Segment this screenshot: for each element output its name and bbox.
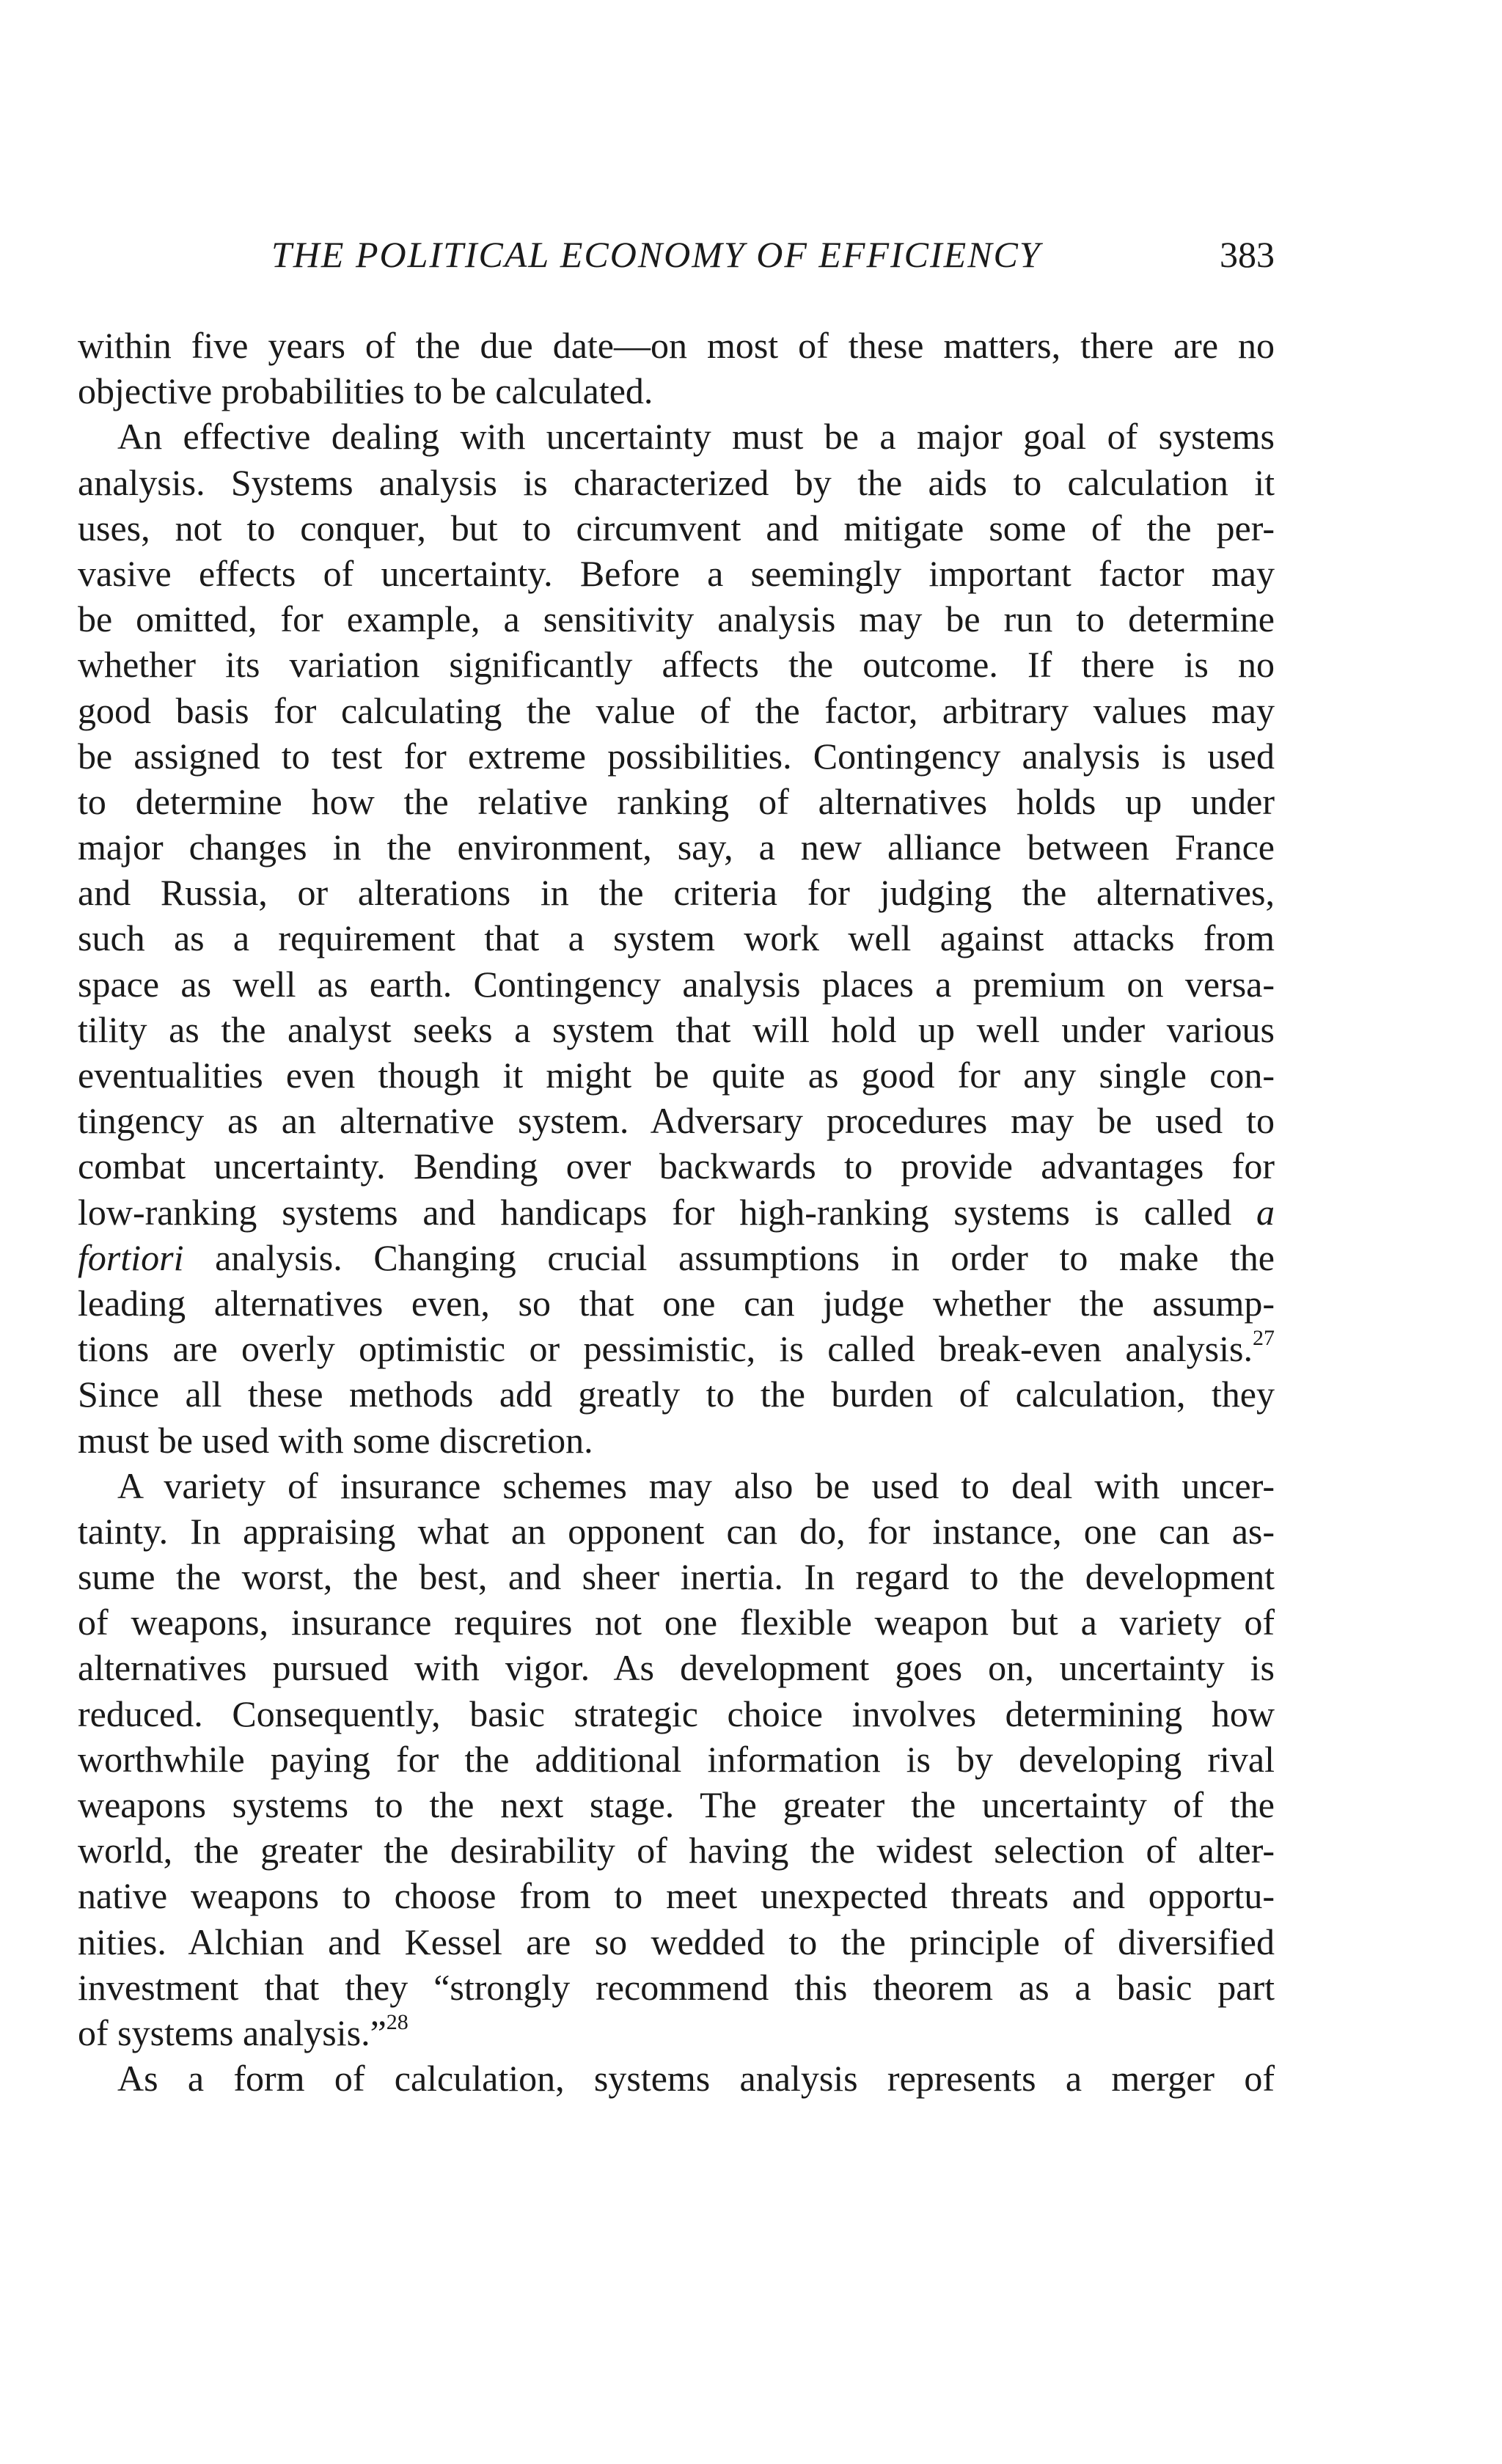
text-line — [78, 2010, 1275, 2056]
text-line-content: of weapons, insurance requires not one flexible weapon but a variety of — [78, 1602, 1275, 1643]
text-line-content: eventualities even though it might be quite as good for any single con- — [78, 1055, 1275, 1096]
running-head — [78, 233, 1275, 285]
text-line-content: must be used with some discretion. — [78, 1419, 593, 1461]
footnote-ref-27: 27 — [1253, 1326, 1275, 1351]
text-line — [78, 915, 1275, 961]
text-line — [78, 505, 1275, 551]
text-line-content: tingency as an alternative system. Adversary procedures may be used to — [78, 1100, 1275, 1142]
text-line-content: be omitted, for example, a sensitivity analysis may be run to determine — [78, 598, 1275, 640]
text-line — [78, 1052, 1275, 1098]
text-line — [78, 1463, 1275, 1508]
text-line-content: low-ranking systems and handicaps for high-ranking systems is called — [78, 1191, 1232, 1233]
text-line — [78, 779, 1275, 824]
text-line-content: space as well as earth. Contingency analysis places a premium on versa- — [78, 963, 1275, 1005]
text-line-content: reduced. Consequently, basic strategic choice involves determining how — [78, 1693, 1275, 1734]
text-line — [78, 1189, 1275, 1235]
text-line-content: Since all these methods add greatly to the burden of calculation, they — [78, 1374, 1275, 1415]
text-line-content: native weapons to choose from to meet unexpected threats and opportu- — [78, 1875, 1275, 1917]
text-line — [78, 368, 1275, 414]
text-line — [78, 642, 1275, 687]
footnote-ref-28: 28 — [386, 2010, 409, 2035]
text-line — [78, 733, 1275, 779]
text-line-content: An effective dealing with uncertainty must be a major goal of systems — [117, 416, 1275, 458]
text-line-content: of systems analysis.” — [78, 2012, 387, 2053]
text-line — [78, 1965, 1275, 2010]
text-line-content: within five years of the due date—on most of these matters, there are no — [78, 325, 1275, 366]
text-line-content: combat uncertainty. Bending over backwards to provide advantages for — [78, 1145, 1275, 1187]
text-line — [78, 1737, 1275, 1782]
text-line-content: worthwhile paying for the additional information is by developing rival — [78, 1738, 1275, 1780]
text-line-content: objective probabilities to be calculated. — [78, 370, 653, 412]
text-line — [78, 870, 1275, 915]
text-line — [78, 1554, 1275, 1599]
text-line — [78, 1326, 1275, 1371]
italic-term: a — [1256, 1191, 1275, 1233]
text-line-content: uses, not to conquer, but to circumvent and mitigate some of the per- — [78, 507, 1275, 549]
text-line — [78, 323, 1275, 368]
text-line — [78, 1645, 1275, 1690]
text-line — [78, 1508, 1275, 1554]
text-line-content: tility as the analyst seeks a system that will hold up well under various — [78, 1008, 1275, 1050]
text-line-content: weapons systems to the next stage. The greater the uncertainty of the — [78, 1784, 1275, 1825]
text-line — [78, 1371, 1275, 1417]
text-line-content: sume the worst, the best, and sheer inertia. In regard to the development — [78, 1556, 1275, 1598]
text-line-content: such as a requirement that a system work well against attacks from — [78, 917, 1275, 959]
text-line-content: to determine how the relative ranking of alternatives holds up under — [78, 780, 1275, 822]
text-line — [78, 596, 1275, 642]
text-line — [78, 1143, 1275, 1189]
text-line-content: major changes in the environment, say, a new alliance between France — [78, 826, 1275, 868]
text-line-content: alternatives pursued with vigor. As development goes on, uncertainty is — [78, 1647, 1275, 1689]
text-line-content: analysis. Changing crucial assumptions in order to make the — [183, 1236, 1275, 1278]
text-line — [78, 460, 1275, 505]
text-line — [78, 1782, 1275, 1827]
text-line — [78, 1919, 1275, 1965]
text-line — [78, 1873, 1275, 1918]
text-line — [78, 961, 1275, 1007]
text-line — [78, 551, 1275, 596]
text-line-content: world, the greater the desirability of having the widest selection of alter- — [78, 1830, 1275, 1871]
text-line-content: A variety of insurance schemes may also be used to deal with uncer- — [117, 1464, 1275, 1506]
italic-term: fortiori — [78, 1236, 184, 1278]
text-line — [78, 2056, 1275, 2101]
text-line — [78, 1235, 1275, 1280]
text-line-content: and Russia, or alterations in the criteria for judging the alternatives, — [78, 872, 1275, 914]
text-line — [78, 1280, 1275, 1326]
text-line — [78, 1599, 1275, 1645]
text-line-content: nities. Alchian and Kessel are so wedded to the principle of diversified — [78, 1921, 1275, 1962]
text-line — [78, 824, 1275, 870]
text-line-content: analysis. Systems analysis is characterized by the aids to calculation it — [78, 461, 1275, 503]
body-text — [78, 323, 1275, 2101]
text-line — [78, 1691, 1275, 1737]
text-line-content: tainty. In appraising what an opponent can do, for instance, one can as- — [78, 1510, 1275, 1552]
text-line-content: tions are overly optimistic or pessimistic, is called break-even analysis. — [78, 1328, 1253, 1370]
text-line — [78, 1007, 1275, 1052]
text-line — [78, 1098, 1275, 1143]
text-line-content: investment that they “strongly recommend this theorem as a basic part — [78, 1966, 1275, 2008]
running-title: THE POLITICAL ECONOMY OF EFFICIENCY — [271, 234, 1041, 275]
text-line — [78, 414, 1275, 459]
text-line — [78, 1418, 1275, 1463]
text-line-content: vasive effects of uncertainty. Before a seemingly important factor may — [78, 552, 1275, 594]
text-line-content: be assigned to test for extreme possibilities. Contingency analysis is used — [78, 735, 1275, 777]
text-line-content: As a form of calculation, systems analysis represents a merger of — [117, 2058, 1275, 2100]
text-line-content: whether its variation significantly affects the outcome. If there is no — [78, 644, 1275, 686]
page-number: 383 — [1220, 234, 1275, 275]
text-line-content: leading alternatives even, so that one can judge whether the assump- — [78, 1282, 1275, 1324]
text-line-content: good basis for calculating the value of the factor, arbitrary values may — [78, 689, 1275, 731]
text-line — [78, 688, 1275, 733]
text-line — [78, 1827, 1275, 1873]
